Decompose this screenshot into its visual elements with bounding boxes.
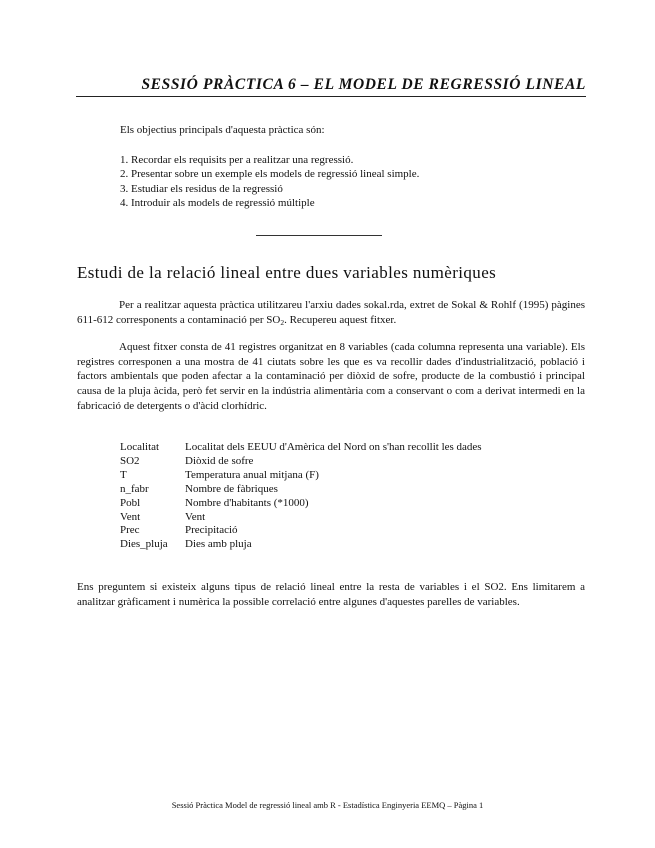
table-row — [120, 511, 482, 525]
objective-item: 4. Introduir als models de regressió múltiple — [120, 196, 315, 209]
variable-description: Dies amb pluja — [185, 538, 252, 551]
objective-item: 1. Recordar els requisits per a realitzar una regressió. — [120, 154, 354, 166]
variable-description: Nombre d'habitants (*1000) — [185, 496, 309, 509]
variable-description: Nombre de fàbriques — [185, 482, 278, 495]
table-row — [120, 538, 482, 552]
page-footer: Sessió Pràctica Model de regressió lineal amb R - Estadística Enginyeria EEMQ – Pàgina 1 — [171, 800, 484, 810]
table-row — [120, 469, 482, 483]
objectives-list — [120, 153, 419, 210]
table-row — [120, 497, 482, 511]
paragraph-research-question: Ens preguntem si existeix alguns tipus de relació lineal entre la resta de variables i el SO2. Ens limitarem a analitzar gràficament i numèrica la possible correlació entre algunes d'aquestes parelles de variables. — [77, 581, 585, 608]
variable-description: Diòxid de sofre — [185, 454, 254, 467]
variable-description: Precipitació — [185, 524, 238, 537]
variable-name: T — [120, 468, 127, 481]
paragraph-file-description — [77, 340, 585, 414]
variable-name: Localitat — [120, 441, 160, 453]
variable-description: Localitat dels EEUU d'Amèrica del Nord on s'han recollit les dades — [185, 441, 482, 453]
variable-name: SO2 — [120, 454, 140, 467]
section-heading: Estudi de la relació lineal entre dues variables numèriques — [77, 263, 497, 282]
paragraph-text-end: . Recupereu aquest fitxer. — [284, 313, 397, 326]
variable-name: Pobl — [120, 496, 141, 509]
variable-description: Vent — [185, 510, 206, 523]
variables-table — [120, 441, 482, 552]
page-title: SESSIÓ PRÀCTICA 6 – EL MODEL DE REGRESSIÓ LINEAL — [141, 76, 586, 93]
table-row — [120, 441, 482, 455]
objective-item: 3. Estudiar els residus de la regressió — [120, 182, 283, 195]
paragraph-text: Per a realitzar aquesta pràctica utilitzareu l'arxiu dades sokal.rda, extret de Sokal & Rohlf (1995) pàgines 611-612 corresponents a contaminació per SO — [77, 299, 585, 326]
subscript-two: 2 — [280, 317, 285, 327]
objectives-lead: Els objectius principals d'aquesta pràctica són: — [120, 124, 325, 136]
variable-name: Prec — [120, 524, 140, 537]
table-row — [120, 455, 482, 469]
section-divider — [256, 235, 382, 236]
title-underline — [76, 96, 586, 97]
table-row — [120, 483, 482, 497]
variable-name: Vent — [120, 510, 141, 523]
table-row — [120, 524, 482, 538]
paragraph-data-file — [77, 298, 585, 327]
paragraph-text: Aquest fitxer consta de 41 registres organitzat en 8 variables (cada columna representa una variable). Els registres corresponen a una mostra de 41 ciutats sobre les que es va recollir dades d'industrialització, població i factors ambientals que poden afectar a la contaminació per diòxid de sofre, producte de la combustió i principal causa de la pluja àcida, però fet servir en la indústria alimentària com a conservant o com a derivat intermedi en la fabricació de detergents o d'àcid clorhídric. — [77, 341, 585, 412]
variable-name: n_fabr — [120, 482, 149, 495]
variable-name: Dies_pluja — [120, 538, 168, 551]
objective-item: 2. Presentar sobre un exemple els models de regressió lineal simple. — [120, 168, 420, 181]
variable-description: Temperatura anual mitjana (F) — [185, 468, 319, 481]
